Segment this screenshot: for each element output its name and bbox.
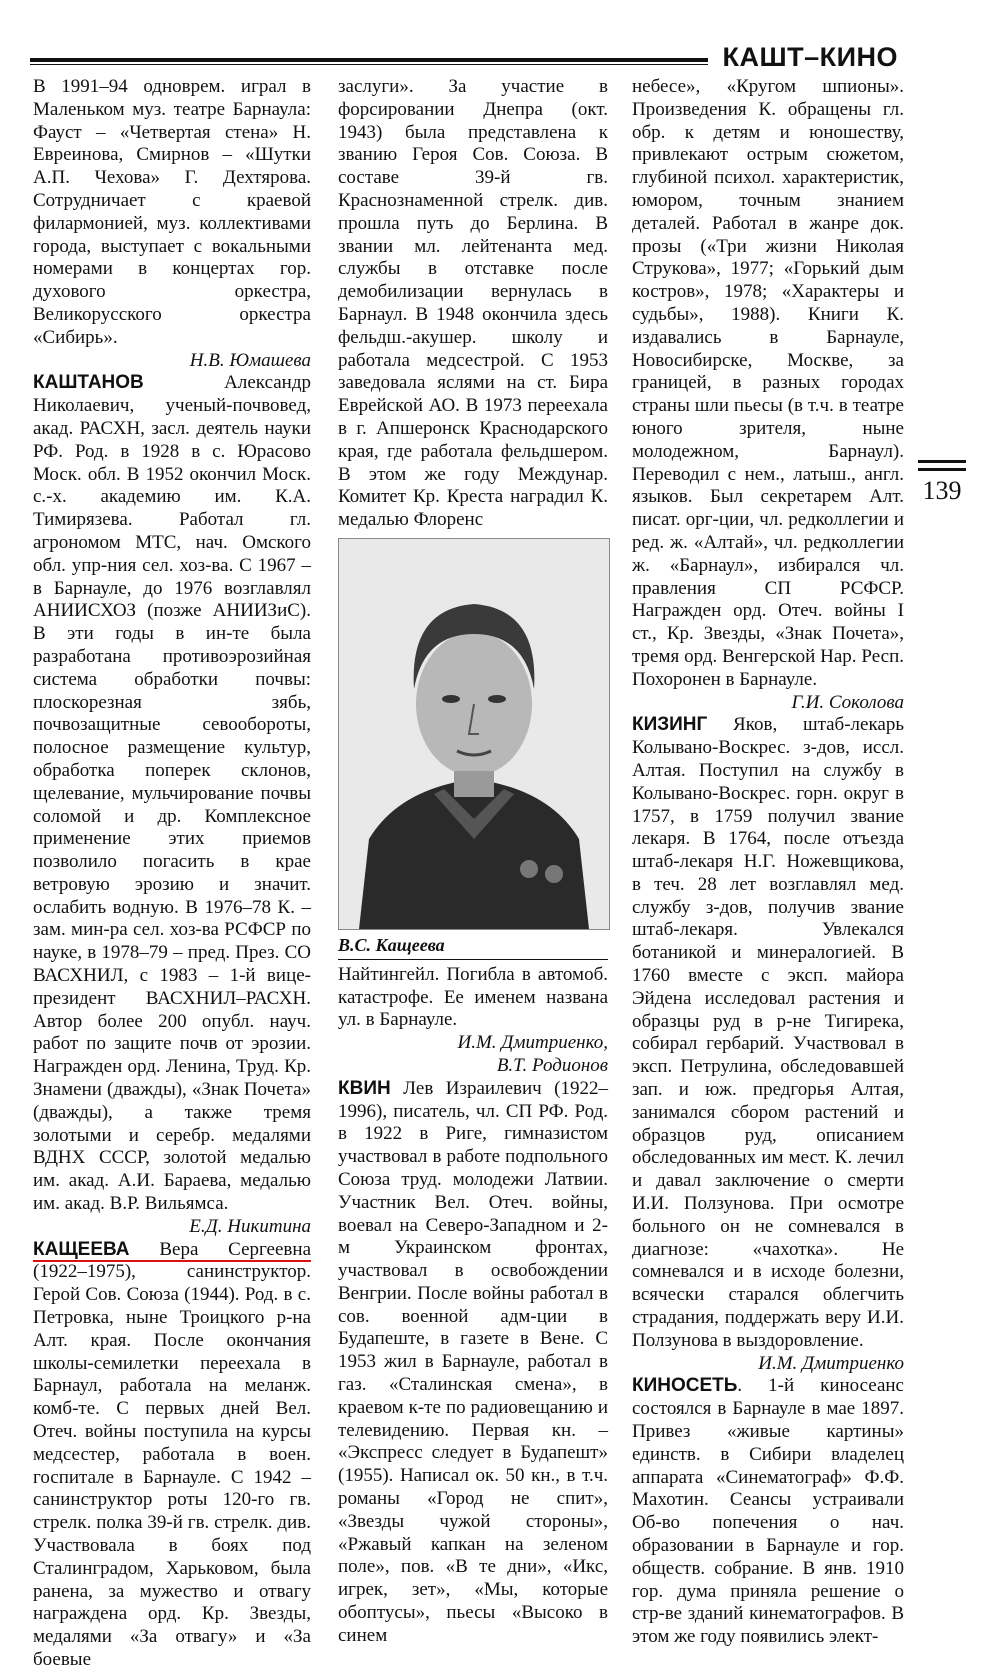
paragraph: небесе», «Кругом шпионы». Произведения К. обращены гл. обр. к детям и юношеству, привлекают острым сюжетом, глубиной психол. характеристик, юмором, точным знанием деталей. Работал в жанре док. прозы («Три жизни Николая Струкова», 1977; «Горький дым костров», 1978; «Характеры и судьбы», 1988). Книги К. издавались в Барнауле, Новосибирске, Москве, за границей, в разных городах страны шли пьесы (в т.ч. в театре юного зрителя, ныне молодежном, Барнаул). Переводил с нем., латыш., англ. языков. Был секретарем Алт. писат. орг-ции, чл. редколлегии и ред. ж. «Алтай», чл. редколлегии ж. «Барнаул», избирался чл. правления СП РСФСР. Награжден орд. Отеч. войны I ст., Кр. Звезды, «Знак Почета», тремя орд. Венгерской Нар. Респ. Похоронен в Барнауле.	[632, 76, 904, 690]
column-1	[33, 76, 311, 1672]
paragraph: В 1991–94 одноврем. играл в Маленьком муз. театре Барнаула: Фауст – «Четвертая стена» Н. Евреинова, Смирнов – «Шутки А.П. Чехова» Г. Дехтярова. Сотрудничает с краевой филармонией, муз. коллективами города, выступает с вокальными номерами в концертах гор. духового оркестра, Великорусского оркестра «Сибирь».	[33, 76, 311, 348]
tab-rule	[918, 460, 966, 463]
author-signature: Е.Д. Никитина	[189, 1215, 311, 1237]
paragraph: Найтингейл. Погибла в автомоб. катастрофе. Ее именем названа ул. в Барнауле.	[338, 963, 608, 1031]
paragraph: заслуги». За участие в форсировании Днепра (окт. 1943) была представлена к званию Героя Сов. Союза. В составе 39-й гв. Краснознаменной стрелк. див. прошла путь до Берлина. В звании мл. лейтенанта мед. службы в отставке после демобилизации вернулась в Барнаул. В 1948 окончила здесь фельдш.-акушер. школу и работала медсестрой. С 1953 заведовала яслями на ст. Бира Еврейской АО. В 1973 переехала в г. Апшеронск Краснодарского края, где работала фельдшером. В этом же году Междунар. Комитет Кр. Креста наградил К. медалью Флоренс	[338, 76, 608, 531]
author-signature: В.Т. Родионов	[496, 1054, 608, 1076]
photo-caption: В.С. Кащеева	[338, 934, 608, 960]
portrait-illustration	[339, 539, 609, 929]
entry-name: Вера Сергеевна	[129, 1238, 311, 1260]
entry-headword: КИНОСЕТЬ	[632, 1375, 738, 1397]
entry-kashtanov	[33, 372, 311, 1215]
portrait-photo	[338, 538, 610, 930]
entry-headword: КИЗИНГ	[632, 714, 708, 736]
header-rule-thick	[30, 58, 708, 62]
column-2	[338, 76, 608, 1648]
entry-headword: КАШТАНОВ	[33, 372, 144, 394]
entry-text: Лев Израилевич (1922–1996), писатель, чл. СП РФ. Род. в 1922 в Риге, гимназистом участвовал в работе подпольного Союза труд. молодежи Латвии. Участник Вел. Отеч. войны, воевал на Северо-Западном и 2-м Украинском фронтах, участвовал в освобождении Венгрии. После войны работал в сов. военной адм-ции в Будапеште, в газете в Вене. С 1953 жил в Барнауле, работал в газ. «Сталинская смена», в краевом к-те по радиовещанию и телевидению. Первая кн. – «Экспресс следует в Будапешт» (1955). Написал ок. 50 кн., в т.ч. романы «Город не спит», «Звезды чужой стороны», «Ржавый капкан на зеленом поле», пов. «В те дни», «Икс, игрек, зет», «Мы, которые обоптусы», пьесы «Высоко в синем	[338, 1077, 608, 1646]
entry-text: Яков, штаб-лекарь Колывано-Воскрес. з-дов, иссл. Алтая. Поступил на службу в Колывано-Воскрес. горн. округ в 1757, в 1759 получил звание лекаря. В 1764, после отъезда штаб-лекаря Н.Г. Ножевщикова, в теч. 28 лет возглавлял мед. службу з-дов, получив звание штаб-лекаря. Увлекался ботаникой и минералогией. В 1760 вместе с эксп. майора Эйдена исследовал растения и образцы руд в р-не Тигирека, собирал гербарий. Участвовал в эксп. Петрулина, обследовавшей зап. и юж. предгорья Алтая, занимался сбором растений и образцов руд, описанием обследованных им мест. К. лечил и давал заключение о смерти И.И. Ползунова. При осмотре больного он не сомневался в диагнозе: «чахотка». Не сомневался и в исходе болезни, всячески старался облегчить страдания, поддержать веру И.И. Ползунова в выздоровление.	[632, 714, 904, 1351]
entry-text: Александр Николаевич, ученый-почвовед, акад. РАСХН, засл. деятель науки РФ. Род. в 1928 в с. Юрасово Моск. обл. В 1952 окончил Моск. с.-х. академию им. К.А. Тимирязева. Работал гл. агрономом МТС, нач. Омского обл. упр-ния сел. хоз-ва. С 1967 – в Барнауле, до 1976 возглавлял АНИИСХОЗ (позже АНИИЗиС). В эти годы в ин-те была разработана противоэрозийная система обработки почвы: плоскорезная зябь, почвозащитные севообороты, полосное размещение культур, обработка поперек склонов, щелевание, мульчирование почвы соломой и др. Комплексное применение этих приемов позволило погасить в крае ветровую эрозию и значит. ослабить водную. В 1976–78 К. – зам. мин-ра сел. хоз-ва РСФСР по науке, в 1978–79 – пред. През. СО ВАСХНИЛ, с 1983 – 1-й вице-президент ВАСХНИЛ–РАСХН. Автор более 200 опубл. науч. работ по защите почв от эрозии. Награжден орд. Ленина, Труд. Кр. Знамени (дважды), «Знак Почета» (дважды), а также тремя золотыми и серебр. медалями ВДНХ СССР, золотой медалью им. акад. А.И. Бараева, медалью им. акад. В.Р. Вильямса.	[33, 372, 311, 1215]
header-rule-thin	[30, 64, 708, 65]
author-signature: Н.В. Юмашева	[189, 349, 311, 371]
author-signature: И.М. Дмитриенко,	[457, 1032, 608, 1054]
entry-headword: КВИН	[338, 1077, 391, 1099]
entry-kinoset	[632, 1375, 904, 1649]
page-number-tab	[918, 460, 966, 506]
entry-text: . 1-й киносеанс состоялся в Барнауле в мае 1897. Привез «живые картины» единств. в Сибири владелец аппарата «Синематограф» Ф.Ф. Махотин. Сеансы устраивали Об-во попечения о нач. образовании в Барнауле и гор. обществ. собрание. В янв. 1910 гор. дума приняла решение о стр-ве зданий кинематографов. В этом же году появились элект-	[632, 1375, 904, 1648]
author-signature: Г.И. Соколова	[791, 691, 904, 713]
highlighted-headword	[33, 1239, 311, 1262]
running-head: КАШТ–КИНО	[722, 42, 898, 72]
tab-rule	[918, 468, 966, 471]
column-3	[632, 76, 904, 1649]
page-number: 139	[922, 476, 962, 505]
entry-text: (1922–1975), санинструктор. Герой Сов. Союза (1944). Род. в с. Петровка, ныне Троицкого р-на Алт. края. После окончания школы-семилетки переехала в Барнаул, работала на меланж. комб-те. С первых дней Вел. Отеч. войны поступила на курсы медсестер, работала в воен. госпитале в Барнауле. С 1942 – санинструктор роты 120-го гв. стрелк. полка 39-й гв. стрелк. див. Участвовала в боях под Сталинградом, Харьковом, была ранена, за мужество и отвагу награждена орд. Кр. Звезды, медалями «За отвагу» и «За боевые	[33, 1261, 311, 1670]
entry-kvin	[338, 1078, 608, 1648]
entry-kizing	[632, 714, 904, 1352]
author-signature: И.М. Дмитриенко	[758, 1352, 904, 1374]
entry-kashcheeva	[33, 1239, 311, 1672]
entry-headword: КАЩЕЕВА	[33, 1238, 130, 1260]
